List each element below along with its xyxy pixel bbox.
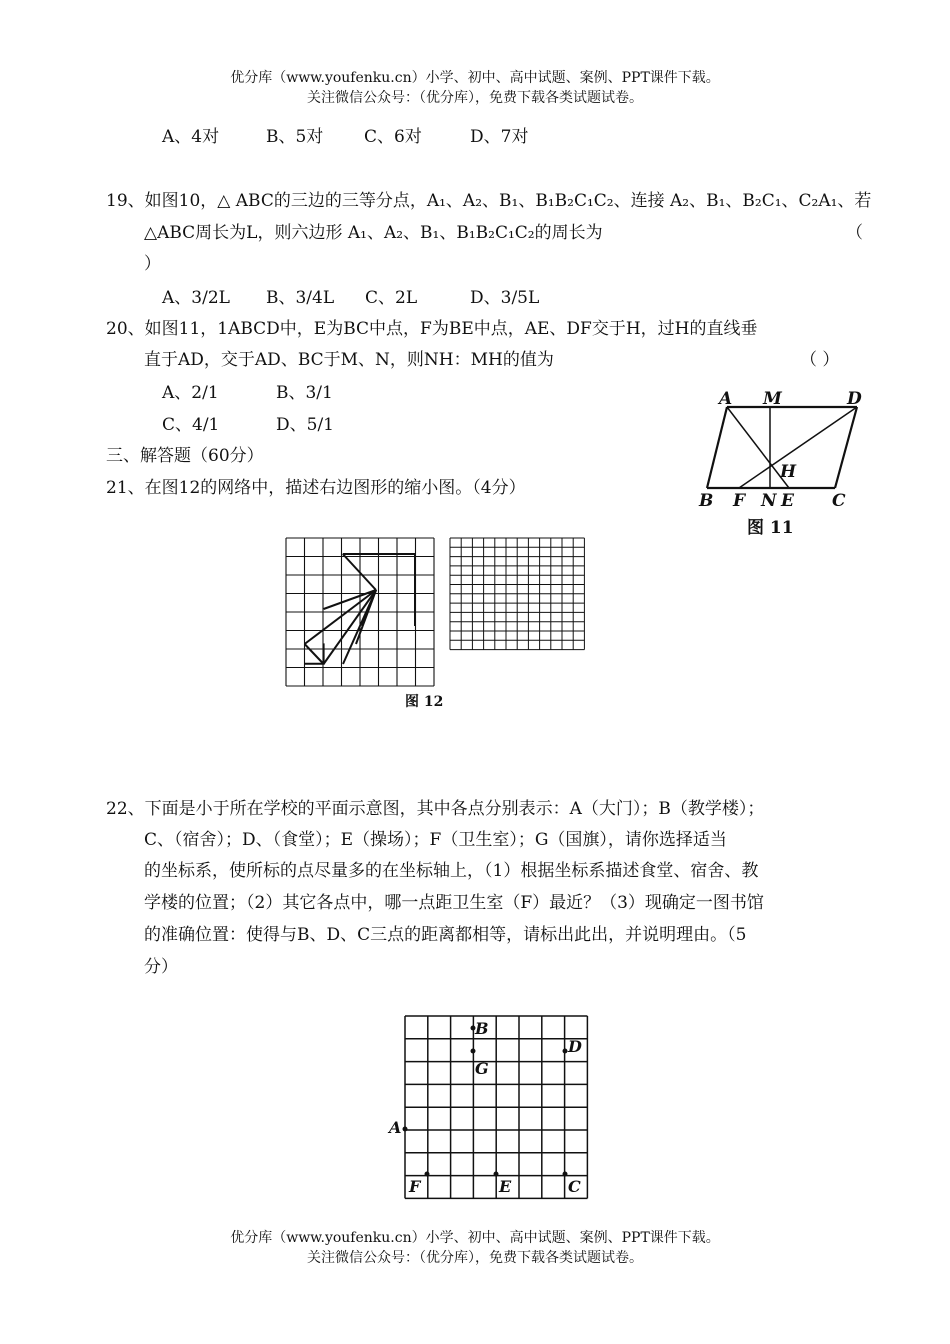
q21-text: 21、在图12的网络中，描述右边图形的缩小图。（4分） xyxy=(106,478,526,498)
q19-line-1: 19、如图10，△ ABC的三边的三等分点，A₁、A₂、B₁、B₁B₂C₁C₂、连接 A₂、B₁、B₂C₁、C₂A₁、若 xyxy=(106,191,872,211)
section-3-title: 三、解答题（60分） xyxy=(106,446,264,466)
q22-line-6: 分） xyxy=(144,957,178,977)
q22-line-5: 的准确位置：使得与B、D、C三点的距离都相等，请标出此出，并说明理由。（5 xyxy=(144,925,747,945)
q19-option-b: B、3/4L xyxy=(266,288,335,308)
figure-22-map xyxy=(385,1012,615,1202)
fig11-edge-ba xyxy=(707,407,727,488)
fig12-caption: 图 12 xyxy=(405,694,444,710)
fig11-label-f: F xyxy=(733,491,746,511)
fig11-label-d: D xyxy=(847,389,862,409)
q19-option-a: A、3/2L xyxy=(162,288,230,308)
fig22-label-e: E xyxy=(499,1177,512,1196)
footer-line-1: 优分库（www.youfenku.cn）小学、初中、高中试题、案例、PPT课件下载。 xyxy=(230,1230,720,1246)
q20-line-2: 直于AD，交于AD、BC于M、N，则NH：MH的值为 xyxy=(144,350,554,370)
fig22-label-d: D xyxy=(568,1037,582,1056)
fig11-label-e: E xyxy=(781,491,794,511)
header-line-1: 优分库（www.youfenku.cn）小学、初中、高中试题、案例、PPT课件下载。 xyxy=(230,70,720,86)
header-line-2: 关注微信公众号：（优分库），免费下载各类试题试卷。 xyxy=(307,90,643,106)
q19-option-c: C、2L xyxy=(365,288,418,308)
footer-line-2: 关注微信公众号：（优分库），免费下载各类试题试卷。 xyxy=(307,1250,643,1266)
q20-option-b: B、3/1 xyxy=(276,383,333,403)
q18-option-a: A、4对 xyxy=(162,127,220,147)
q19-paren-close: ） xyxy=(144,254,161,274)
q18-option-b: B、5对 xyxy=(266,127,324,147)
fig11-label-h: H xyxy=(780,462,797,482)
fig22-label-g: G xyxy=(475,1059,489,1078)
q19-line-2: △ABC周长为L，则六边形 A₁、A₂、B₁、B₁B₂C₁C₂的周长为 xyxy=(144,223,603,243)
fig12-grid-right xyxy=(450,538,584,650)
fig11-label-n: N xyxy=(761,491,777,511)
q20-paren: （ ） xyxy=(800,350,840,370)
q19-paren-open: （ xyxy=(846,223,863,243)
q20-line-1: 20、如图11，1ABCD中，E为BC中点，F为BE中点，AE、DF交于H，过H的直线垂 xyxy=(106,319,758,339)
fig22-label-c: C xyxy=(568,1177,581,1196)
q19-option-d: D、3/5L xyxy=(470,288,540,308)
fig11-label-a: A xyxy=(719,389,733,409)
fig11-label-c: C xyxy=(832,491,846,511)
q18-option-d: D、7对 xyxy=(470,127,529,147)
fig11-label-b: B xyxy=(699,491,714,511)
q20-option-a: A、2/1 xyxy=(162,383,219,403)
q22-line-2: C、（宿舍）；D、（食堂）；E（操场）；F（卫生室）；G（国旗），请你选择适当 xyxy=(144,830,727,850)
fig22-label-b: B xyxy=(475,1019,489,1038)
figure-12 xyxy=(285,536,595,716)
fig22-label-f: F xyxy=(409,1177,421,1196)
q22-line-3: 的坐标系，使所标的点尽量多的在坐标轴上，（1）根据坐标系描述食堂、宿舍、教 xyxy=(144,861,759,881)
q20-option-c: C、4/1 xyxy=(162,415,220,435)
q22-line-1: 22、下面是小于所在学校的平面示意图，其中各点分别表示：A（大门）；B（教学楼）； xyxy=(106,799,765,819)
figure-11 xyxy=(695,389,865,542)
q20-option-d: D、5/1 xyxy=(276,415,334,435)
q18-option-c: C、6对 xyxy=(364,127,422,147)
fig11-label-m: M xyxy=(763,389,782,409)
q22-line-4: 学楼的位置；（2）其它各点中，哪一点距卫生室（F）最近？（3）现确定一图书馆 xyxy=(144,893,764,913)
fig22-label-a: A xyxy=(389,1118,402,1137)
fig22-grid xyxy=(405,1016,587,1198)
fig11-caption: 图 11 xyxy=(747,518,794,538)
